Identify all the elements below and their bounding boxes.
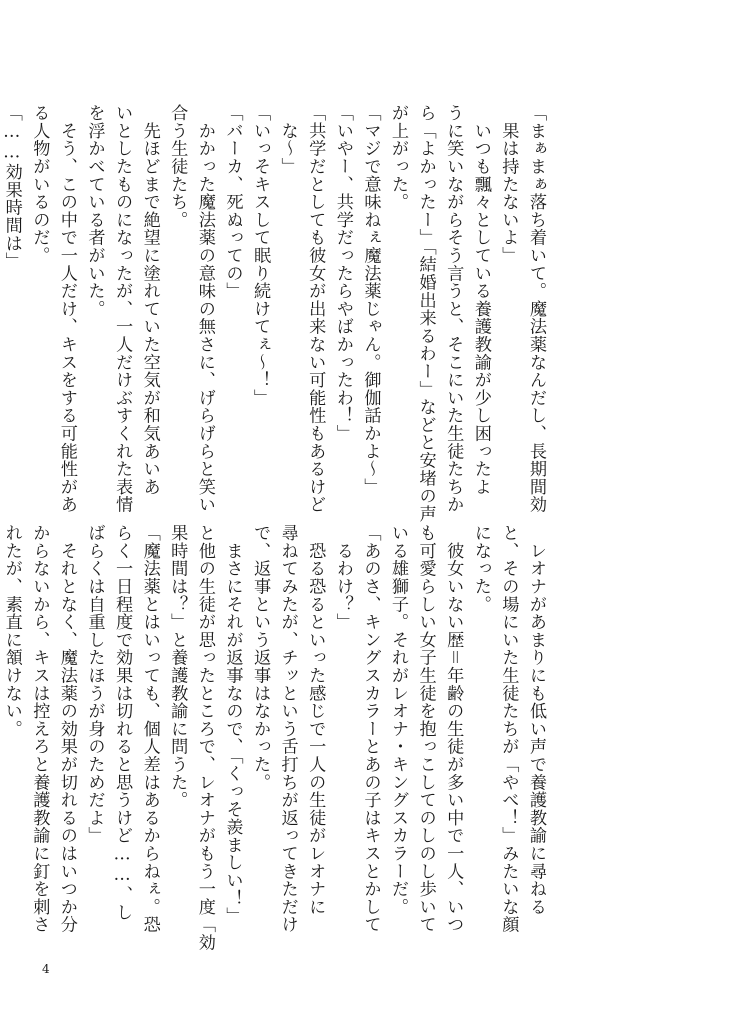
text-block-top [1, 104, 549, 523]
text-line: を浮かべている者がいた。 [84, 104, 105, 318]
text-line: 先ほどまで絶望に塗れていた空気が和気あいあ [139, 104, 160, 496]
text-line: 「……効果時間は」 [1, 104, 22, 270]
text-line: かかった魔法薬の意味の無さに、げらげらと笑い [194, 104, 215, 514]
text-line: も可愛らしい女子生徒を抱っこしてのしのし歩いて [415, 524, 436, 934]
text-line: と、その場にいた生徒たちが「やべ！」みたいな顔 [498, 524, 519, 934]
text-line: 「まぁまぁ落ち着いて。魔法薬なんだし、長期間効 [526, 104, 546, 514]
text-line: いる雄獅子。それがレオナ・キングスカラーだ。 [388, 524, 409, 916]
text-line: まさにそれが返事なので、「くっそ羨ましい！」 [222, 524, 243, 925]
text-line: な～」 [277, 104, 298, 176]
text-line: レオナがあまりにも低い声で養護教諭に尋ねる [526, 524, 546, 916]
text-line: うに笑いながらそう言うと、そこにいた生徒たちか [443, 104, 464, 514]
text-line: が上がった。 [388, 104, 409, 211]
text-line: いつも飄々としている養護教諭が少し困ったよ [470, 104, 491, 496]
text-line: そう、この中で一人だけ、キスをする可能性があ [56, 104, 77, 514]
text-line: それとなく、魔法薬の効果が切れるのはいつか分 [56, 524, 77, 934]
text-line: ら「よかったー」「結婚出来るわー」などと安堵の声 [415, 104, 436, 523]
text-line: 「共学だとしても彼女が出来ない可能性もあるけど [305, 104, 326, 514]
text-line: 果は持たないよ」 [498, 104, 519, 265]
text-line: 「魔法薬とはいっても、個人差はあるからねぇ。恐 [139, 524, 160, 934]
text-line: るわけ？」 [332, 524, 353, 631]
text-line: る人物がいるのだ。 [29, 104, 50, 265]
text-line: 彼女いない歴＝年齢の生徒が多い中で一人、いつ [443, 524, 464, 934]
text-line: 「バーカ、死ぬっての」 [222, 104, 243, 300]
text-line: 「いっそキスして眠り続けてぇ～！」 [250, 104, 271, 407]
text-line: ばらくは自重したほうが身のためだよ」 [84, 524, 105, 845]
text-line: いとしたものになったが、一人だけぶすくれた表情 [112, 104, 133, 514]
text-line: らく一日程度で効果は切れると思うけど……、し [112, 524, 133, 922]
text-line: になった。 [470, 524, 491, 613]
text-line: 果時間は？」と養護教諭に問うた。 [167, 524, 188, 809]
text-line: れたが、素直に頷けない。 [1, 524, 22, 738]
text-line: と他の生徒が思ったところで、レオナがもう一度「効 [194, 524, 215, 952]
text-block-bottom [1, 524, 549, 952]
text-line: で、返事という返事はなかった。 [250, 524, 271, 791]
text-line: からないから、キスは控えろと養護教諭に釘を刺さ [29, 524, 50, 934]
page-number: 4 [42, 962, 50, 976]
text-line: 恐る恐るといった感じで一人の生徒がレオナに [305, 524, 326, 916]
text-line: 合う生徒たち。 [167, 104, 188, 229]
text-line: 「あのさ、キングスカラーとあの子はキスとかして [360, 524, 381, 934]
text-line: 「いやー、共学だったらやばかったわ！」 [332, 104, 353, 443]
text-line: 尋ねてみたが、チッという舌打ちが返ってきただけ [277, 524, 298, 934]
text-line: 「マジで意味ねぇ魔法薬じゃん。御伽話かよ～」 [360, 104, 381, 496]
